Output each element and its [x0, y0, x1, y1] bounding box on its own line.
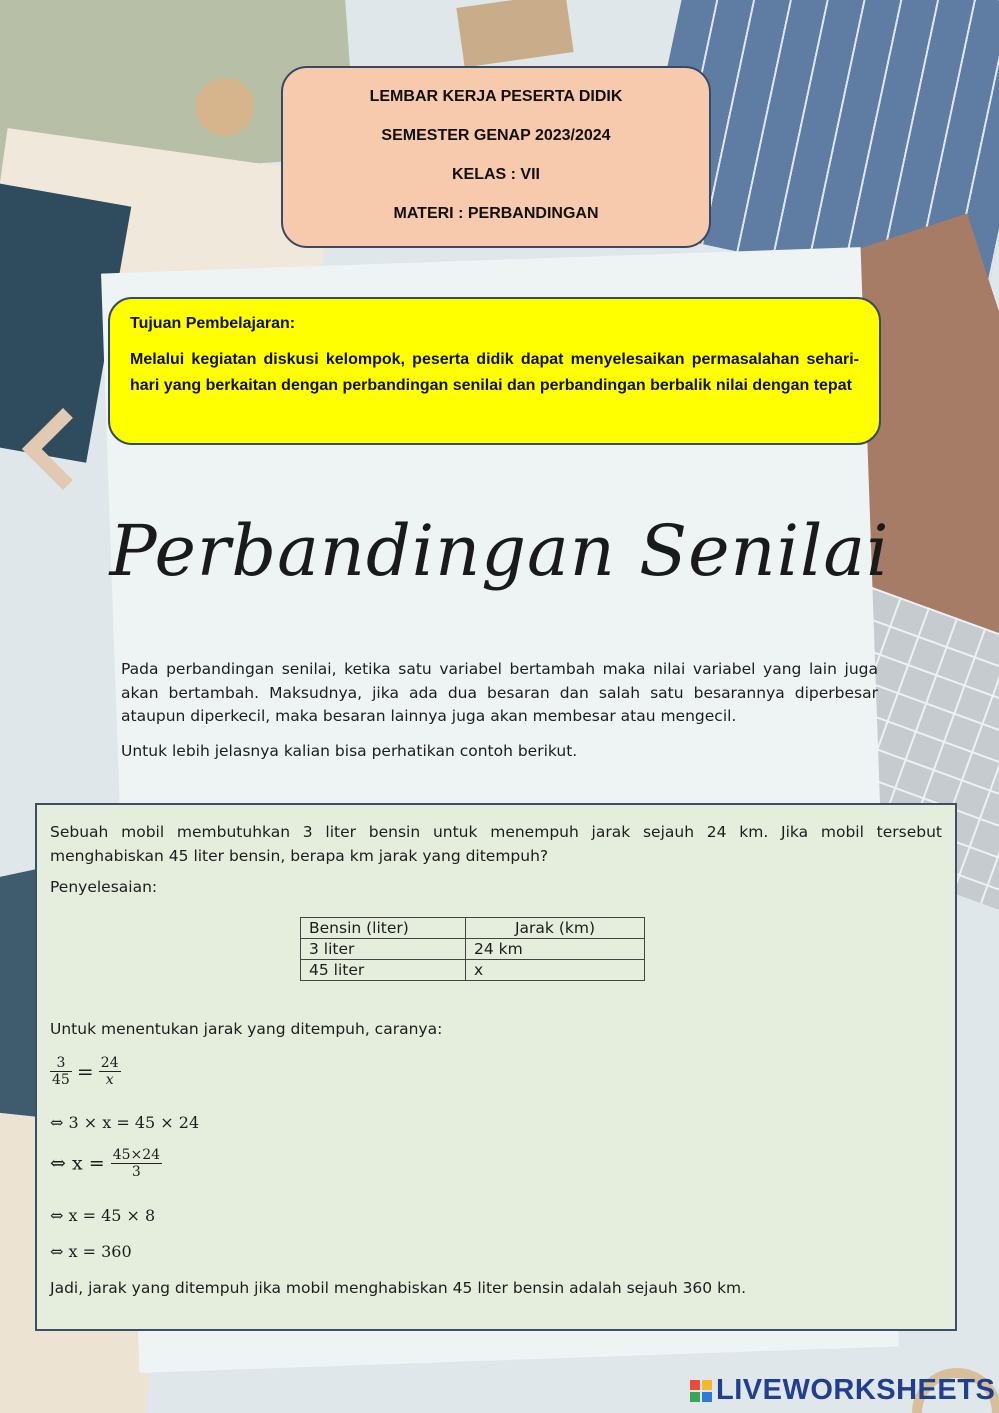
denominator: 3 [131, 1164, 141, 1180]
equation-step-5: ⇔ x = 360 [50, 1242, 132, 1261]
example-box [35, 803, 957, 1331]
objective-title: Tujuan Pembelajaran: [130, 315, 296, 332]
table-cell: 3 liter [301, 939, 466, 960]
learning-objective-box [108, 297, 881, 445]
objective-body: Melalui kegiatan diskusi kelompok, peserta didik dapat menyelesaikan permasalahan sehari-hari yang berkaitan dengan perbandingan senilai dan perbandingan berbalik nilai dengan tepat [130, 351, 859, 394]
header-line-3: KELAS : VII [451, 166, 540, 183]
table-header-row [301, 918, 645, 939]
conclusion-text: Jadi, jarak yang ditempuh jika mobil menghabiskan 45 liter bensin adalah sejauh 360 km. [50, 1279, 747, 1297]
table-row [301, 939, 645, 960]
table-header-cell: Bensin (liter) [301, 918, 466, 939]
intro-text [121, 658, 878, 763]
page-title: Perbandingan Senilai [109, 510, 890, 592]
logo-icon [690, 1380, 712, 1402]
decorative-circle [196, 78, 254, 136]
example-question: Sebuah mobil membutuhkan 3 liter bensin untuk menempuh jarak sejauh 24 km. Jika mobil tersebut menghabiskan 45 liter bensin, berapa km jarak yang ditempuh? [50, 823, 942, 865]
equation-prefix: ⇔ x = [50, 1152, 105, 1175]
header-line-2: SEMESTER GENAP 2023/2024 [381, 127, 611, 144]
worksheet-header [281, 66, 711, 248]
solution-label: Penyelesaian: [50, 878, 158, 896]
intro-paragraph-1: Pada perbandingan senilai, ketika satu variabel bertambah maka nilai variabel yang lain juga akan bertambah. Maksudnya, jika ada dua besaran dan salah satu besarannya diperbesar ataupun diperkecil, maka besaran lainnya juga akan membesar atau mengecil. [121, 660, 878, 725]
table-header-cell: Jarak (km) [466, 918, 645, 939]
equation-step-1 [50, 1055, 121, 1088]
fraction [50, 1055, 72, 1088]
header-line-1: LEMBAR KERJA PESERTA DIDIK [369, 88, 623, 105]
method-label: Untuk menentukan jarak yang ditempuh, caranya: [50, 1020, 443, 1038]
logo-text: LIVEWORKSHEETS [716, 1374, 996, 1406]
denominator: 45 [52, 1072, 70, 1088]
table-cell: x [466, 960, 645, 981]
table-row [301, 960, 645, 981]
header-line-4: MATERI : PERBANDINGAN [393, 205, 599, 222]
equals-sign: = [76, 1059, 94, 1084]
table-cell: 45 liter [301, 960, 466, 981]
fraction [111, 1147, 162, 1180]
numerator: 3 [50, 1055, 72, 1072]
denominator: x [105, 1072, 114, 1088]
liveworksheets-logo [690, 1374, 995, 1407]
numerator: 24 [100, 1055, 119, 1071]
fraction [99, 1055, 121, 1088]
equation-step-4: ⇔ x = 45 × 8 [50, 1206, 156, 1225]
equation-step-2: ⇔ 3 × x = 45 × 24 [50, 1113, 200, 1132]
table-cell: 24 km [466, 939, 645, 960]
data-table [300, 917, 645, 981]
numerator: 45×24 [112, 1147, 161, 1163]
intro-paragraph-2: Untuk lebih jelasnya kalian bisa perhatikan contoh berikut. [121, 741, 578, 760]
equation-step-3 [50, 1147, 162, 1180]
